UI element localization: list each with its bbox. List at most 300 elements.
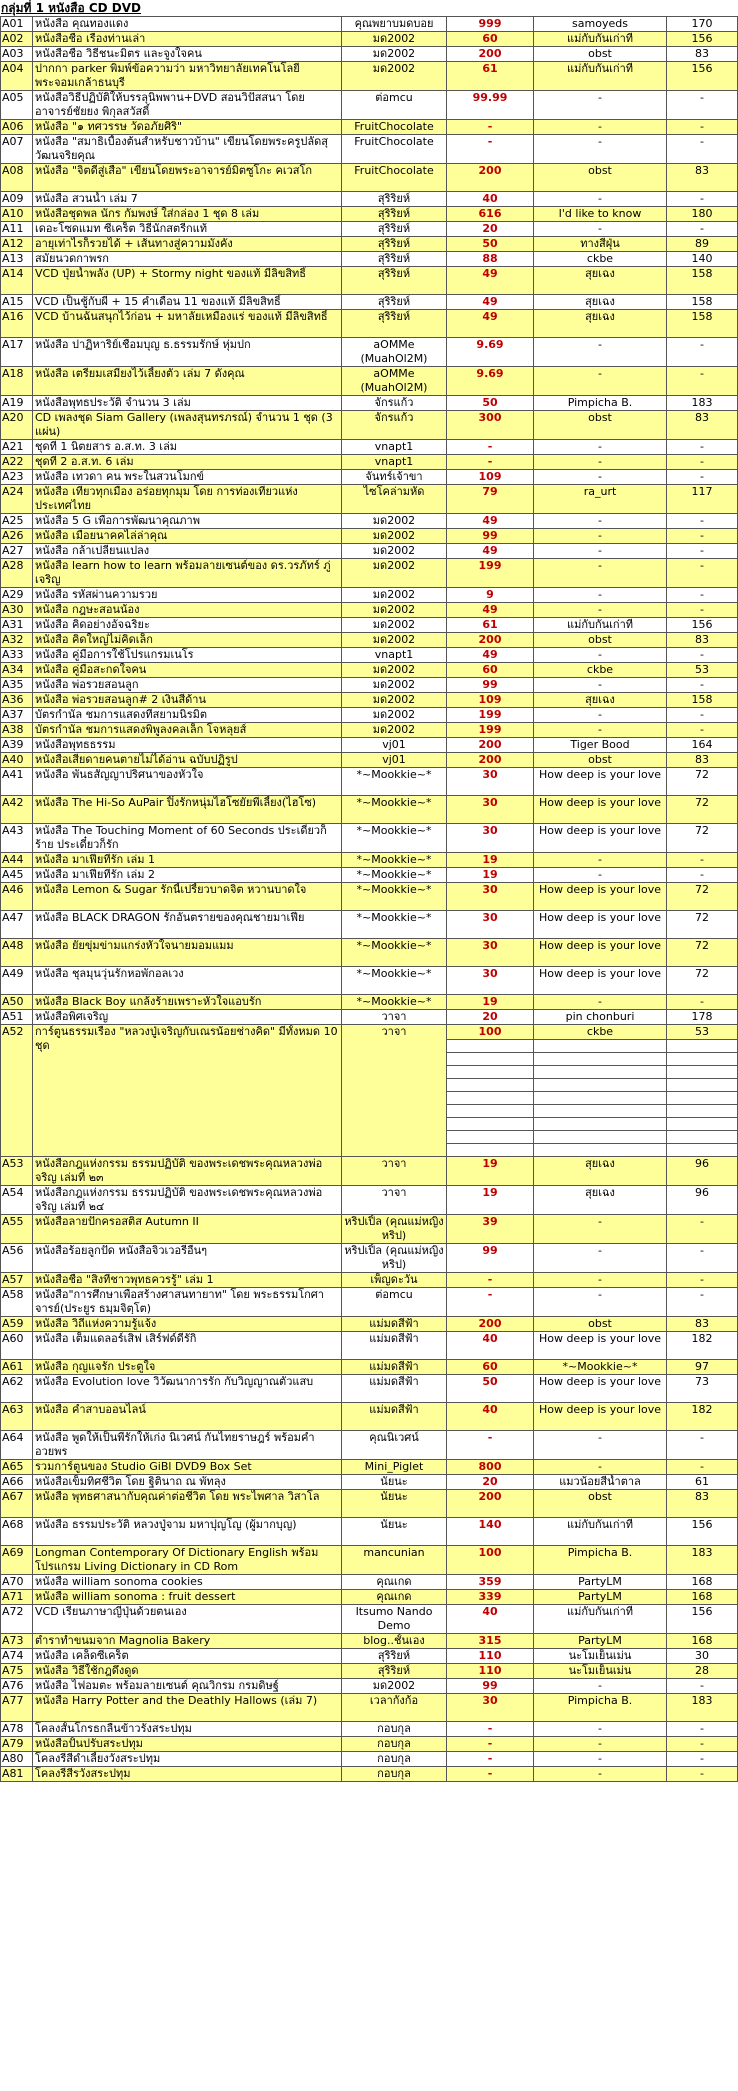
bidder-feedback: 158 — [667, 295, 738, 310]
bidder-feedback: 117 — [667, 485, 738, 514]
bidder-feedback: 97 — [667, 1360, 738, 1375]
seller-name: วาจา — [342, 1025, 447, 1157]
bid-price: 200 — [447, 1317, 534, 1332]
seller-name: เพ็ญดะวัน — [342, 1273, 447, 1288]
bidder-name: - — [534, 1273, 667, 1288]
table-row — [1, 723, 738, 738]
auction-table — [0, 16, 738, 1782]
bidder-feedback: - — [667, 1431, 738, 1460]
table-row — [1, 588, 738, 603]
bid-price: - — [447, 135, 534, 164]
bidder-name: - — [534, 514, 667, 529]
table-row — [1, 252, 738, 267]
bidder-feedback: - — [667, 338, 738, 367]
empty-cell — [447, 1053, 534, 1066]
table-row — [1, 1546, 738, 1575]
bidder-name: Pimpicha B. — [534, 1694, 667, 1722]
item-name: สมัยนวดกาพรก — [33, 252, 342, 267]
bidder-feedback: - — [667, 1722, 738, 1737]
row-id: A58 — [1, 1288, 33, 1317]
bid-price: 49 — [447, 310, 534, 338]
item-name: หนังสือ คู่มือสะกดใจคน — [33, 663, 342, 678]
item-name: หนังสือ คำสาบออนไลน์ — [33, 1403, 342, 1431]
item-name: หนังสือ พ่อรวยสอนลูก# 2 เงินสี่ด้าน — [33, 693, 342, 708]
item-name: หนังสือ เมื่อยนาคคไล่ล่าคุณ — [33, 529, 342, 544]
row-id: A78 — [1, 1722, 33, 1737]
bid-price: 50 — [447, 1375, 534, 1403]
item-name: โคลงรีสีดำเลี้ยงวังสระปทุม — [33, 1752, 342, 1767]
bidder-feedback: 72 — [667, 824, 738, 853]
bidder-name: สุยเฉง — [534, 1157, 667, 1186]
bidder-name: How deep is your love — [534, 1403, 667, 1431]
bid-price: 50 — [447, 396, 534, 411]
row-id: A18 — [1, 367, 33, 396]
row-id: A09 — [1, 192, 33, 207]
seller-name: *~Mookkie~* — [342, 883, 447, 911]
item-name: หนังสือ คิดใหญ่ไม่คิดเล็ก — [33, 633, 342, 648]
table-row — [1, 618, 738, 633]
table-row — [1, 1737, 738, 1752]
table-row — [1, 648, 738, 663]
empty-cell — [667, 1066, 738, 1079]
item-name: เดอะโซดแมท ซีเคร็ต วิธีนักสตรีกแท้ — [33, 222, 342, 237]
bid-price: 19 — [447, 1186, 534, 1215]
seller-name: *~Mookkie~* — [342, 967, 447, 995]
table-row — [1, 1490, 738, 1518]
empty-cell — [534, 1092, 667, 1105]
bidder-feedback: - — [667, 367, 738, 396]
table-row — [1, 678, 738, 693]
item-name: หนังสือพิศเจริญ — [33, 1010, 342, 1025]
bidder-feedback: 83 — [667, 1490, 738, 1518]
table-row — [1, 91, 738, 120]
row-id: A81 — [1, 1767, 33, 1782]
seller-name: FruitChocolate — [342, 135, 447, 164]
bidder-name: pin chonburi — [534, 1010, 667, 1025]
bidder-name: - — [534, 1215, 667, 1244]
bid-price: 110 — [447, 1664, 534, 1679]
bidder-feedback: 96 — [667, 1157, 738, 1186]
table-row — [1, 120, 738, 135]
table-row — [1, 485, 738, 514]
table-row — [1, 1403, 738, 1431]
seller-name: ต่อmcu — [342, 91, 447, 120]
bid-price: - — [447, 1722, 534, 1737]
bid-price: 49 — [447, 295, 534, 310]
bidder-feedback: 83 — [667, 753, 738, 768]
row-id: A74 — [1, 1649, 33, 1664]
bidder-feedback: - — [667, 1273, 738, 1288]
table-row — [1, 1679, 738, 1694]
bidder-feedback: - — [667, 1215, 738, 1244]
bidder-feedback: 170 — [667, 17, 738, 32]
item-name: ชุดที่ 2 อ.ส.ท. 6 เล่ม — [33, 455, 342, 470]
bidder-feedback: 89 — [667, 237, 738, 252]
row-id: A76 — [1, 1679, 33, 1694]
bidder-feedback: 158 — [667, 310, 738, 338]
bidder-feedback: - — [667, 91, 738, 120]
table-row — [1, 911, 738, 939]
table-row — [1, 1767, 738, 1782]
row-id: A57 — [1, 1273, 33, 1288]
table-row — [1, 470, 738, 485]
bidder-name: - — [534, 338, 667, 367]
bid-price: 60 — [447, 32, 534, 47]
seller-name: เวลากังก้อ — [342, 1694, 447, 1722]
item-name: บัตรกำนัล ชมการแสดงพิพูลงคลเล็ก โจหลุยส์ — [33, 723, 342, 738]
item-name: หนังสือกฎแห่งกรรม ธรรมปฏิบัติ ของพระเดชพระคุณหลวงพ่อจริญ เล่มที่ ๒๓ — [33, 1157, 342, 1186]
bidder-name: - — [534, 455, 667, 470]
item-name: หนังสือ เทวดา คน พระในสวนโมกข์ — [33, 470, 342, 485]
seller-name: ต่อmcu — [342, 1288, 447, 1317]
item-name: หนังสือชุดพล นักร กัมพงษ์ ใส่กล่อง 1 ชุด 8 เล่ม — [33, 207, 342, 222]
bidder-name: How deep is your love — [534, 883, 667, 911]
row-id: A38 — [1, 723, 33, 738]
bidder-feedback: - — [667, 588, 738, 603]
item-name: หนังสือ The Hi-So AuPair ปิ๊งรักหนุ่มไฮโซยัยพี่เลี้ยง(ไฮโซ) — [33, 796, 342, 824]
table-row — [1, 603, 738, 618]
seller-name: คุณเกด — [342, 1575, 447, 1590]
bid-price: 19 — [447, 868, 534, 883]
row-id: A17 — [1, 338, 33, 367]
bid-price: 339 — [447, 1590, 534, 1605]
seller-name: มด2002 — [342, 678, 447, 693]
row-id: A33 — [1, 648, 33, 663]
item-name: หนังสือ Harry Potter and the Deathly Hallows (เล่ม 7) — [33, 1694, 342, 1722]
row-id: A39 — [1, 738, 33, 753]
item-name: หนังสือร้อยลูกปัด หนังสือจิวเวอรี่อื่นๆ — [33, 1244, 342, 1273]
table-row — [1, 708, 738, 723]
row-id: A63 — [1, 1403, 33, 1431]
seller-name: กอบกุล — [342, 1722, 447, 1737]
bidder-feedback: 168 — [667, 1634, 738, 1649]
row-id: A55 — [1, 1215, 33, 1244]
bid-price: 200 — [447, 164, 534, 192]
seller-name: vnapt1 — [342, 648, 447, 663]
seller-name: vj01 — [342, 738, 447, 753]
bidder-name: PartyLM — [534, 1575, 667, 1590]
bidder-feedback: - — [667, 514, 738, 529]
item-name: หนังสือ มาเฟียที่รัก เล่ม 1 — [33, 853, 342, 868]
item-name: หนังสือ learn how to learn พร้อมลายเซนต์ของ ดร.วรภัทร์ ภู่เจริญ — [33, 559, 342, 588]
item-name: หนังสือ กฎษะสอนน้อง — [33, 603, 342, 618]
bidder-name: - — [534, 1679, 667, 1694]
seller-name: แม่มดสีฟ้า — [342, 1317, 447, 1332]
bid-price: 40 — [447, 192, 534, 207]
seller-name: วาจา — [342, 1010, 447, 1025]
seller-name: มด2002 — [342, 603, 447, 618]
bidder-feedback: 83 — [667, 411, 738, 440]
empty-cell — [447, 1144, 534, 1157]
row-id: A79 — [1, 1737, 33, 1752]
item-name: หนังสือพุทธประวัติ จำนวน 3 เล่ม — [33, 396, 342, 411]
table-row — [1, 310, 738, 338]
table-row — [1, 135, 738, 164]
bidder-feedback: 182 — [667, 1332, 738, 1360]
bid-price: 60 — [447, 1360, 534, 1375]
bidder-name: *~Mookkie~* — [534, 1360, 667, 1375]
bidder-name: - — [534, 1722, 667, 1737]
row-id: A06 — [1, 120, 33, 135]
row-id: A66 — [1, 1475, 33, 1490]
seller-name: blog..ชั้นเอง — [342, 1634, 447, 1649]
bid-price: 49 — [447, 544, 534, 559]
row-id: A30 — [1, 603, 33, 618]
table-row — [1, 1664, 738, 1679]
bidder-feedback: 72 — [667, 967, 738, 995]
row-id: A08 — [1, 164, 33, 192]
item-name: หนังสือ The Touching Moment of 60 Seconds ประเดี๋ยวก็ร้าย ประเดี๋ยวก็รัก — [33, 824, 342, 853]
bidder-name: แม่กับกันเก่าที่ — [534, 32, 667, 47]
item-name: หนังสือ william sonoma : fruit dessert — [33, 1590, 342, 1605]
seller-name: วาจา — [342, 1157, 447, 1186]
bid-price: - — [447, 1737, 534, 1752]
item-name: หนังสือเข็มทิศชีวิต โดย ฐิตินาถ ณ พัทลุง — [33, 1475, 342, 1490]
row-id: A21 — [1, 440, 33, 455]
table-row — [1, 396, 738, 411]
bidder-name: สุยเฉง — [534, 310, 667, 338]
bid-price: - — [447, 1431, 534, 1460]
bidder-feedback: - — [667, 868, 738, 883]
bidder-name: I'd like to know — [534, 207, 667, 222]
bidder-name: samoyeds — [534, 17, 667, 32]
row-id: A24 — [1, 485, 33, 514]
empty-cell — [534, 1131, 667, 1144]
table-row — [1, 1215, 738, 1244]
row-id: A19 — [1, 396, 33, 411]
row-id: A14 — [1, 267, 33, 295]
table-row — [1, 295, 738, 310]
seller-name: มด2002 — [342, 544, 447, 559]
bidder-feedback: 183 — [667, 1694, 738, 1722]
bidder-feedback: - — [667, 559, 738, 588]
seller-name: แม่มดสีฟ้า — [342, 1360, 447, 1375]
bidder-feedback: 72 — [667, 883, 738, 911]
seller-name: FruitChocolate — [342, 120, 447, 135]
item-name: หนังสือ ชุลมุนวุ่นรักหอพักอลเวง — [33, 967, 342, 995]
bidder-name: - — [534, 222, 667, 237]
item-name: หนังสือพุทธธรรม — [33, 738, 342, 753]
seller-name: มด2002 — [342, 708, 447, 723]
table-row — [1, 693, 738, 708]
table-row — [1, 1244, 738, 1273]
seller-name: มด2002 — [342, 1679, 447, 1694]
seller-name: จันทร์เจ้าขา — [342, 470, 447, 485]
row-id: A35 — [1, 678, 33, 693]
row-id: A10 — [1, 207, 33, 222]
row-id: A59 — [1, 1317, 33, 1332]
seller-name: สุริริยห์ — [342, 237, 447, 252]
bidder-name: - — [534, 708, 667, 723]
bidder-name: - — [534, 1288, 667, 1317]
bid-price: - — [447, 120, 534, 135]
row-id: A20 — [1, 411, 33, 440]
item-name: VCD เป็นชู้กับผี + 15 ค่ำเดือน 11 ของแท้ มีลิขสิทธิ์ — [33, 295, 342, 310]
empty-cell — [667, 1079, 738, 1092]
bid-price: 30 — [447, 768, 534, 796]
bidder-feedback: 53 — [667, 663, 738, 678]
table-row — [1, 32, 738, 47]
seller-name: *~Mookkie~* — [342, 911, 447, 939]
bidder-name: - — [534, 559, 667, 588]
empty-cell — [667, 1118, 738, 1131]
item-name: หนังสือปั้นปรับสระปทุม — [33, 1737, 342, 1752]
empty-cell — [447, 1131, 534, 1144]
bid-price: - — [447, 1752, 534, 1767]
seller-name: กอบกุล — [342, 1752, 447, 1767]
seller-name: มด2002 — [342, 588, 447, 603]
bidder-name: - — [534, 367, 667, 396]
empty-cell — [447, 1105, 534, 1118]
row-id: A48 — [1, 939, 33, 967]
empty-cell — [447, 1118, 534, 1131]
row-id: A54 — [1, 1186, 33, 1215]
bidder-name: ckbe — [534, 252, 667, 267]
seller-name: vnapt1 — [342, 455, 447, 470]
page-title: กลุ่มที่ 1 หนังสือ CD DVD — [1, 1, 141, 15]
bid-price: 800 — [447, 1460, 534, 1475]
item-name: หนังสือลายปักครอสติส Autumn II — [33, 1215, 342, 1244]
seller-name: สุริริยห์ — [342, 295, 447, 310]
table-row — [1, 411, 738, 440]
item-name: หนังสือชื่อ เรื่องท่านเล่า — [33, 32, 342, 47]
empty-cell — [534, 1079, 667, 1092]
bidder-name: - — [534, 588, 667, 603]
item-name: หนังสือ 5 G เพื่อการพัฒนาคุณภาพ — [33, 514, 342, 529]
table-row — [1, 1649, 738, 1664]
seller-name: วาจา — [342, 1186, 447, 1215]
bidder-name: แมวน้อยสีน้ำตาล — [534, 1475, 667, 1490]
seller-name: สุริริยห์ — [342, 222, 447, 237]
bid-price: - — [447, 440, 534, 455]
seller-name: มด2002 — [342, 62, 447, 91]
item-name: หนังสือกฎแห่งกรรม ธรรมปฏิบัติ ของพระเดชพระคุณหลวงพ่อจริญ เล่มที่ ๒๔ — [33, 1186, 342, 1215]
bid-price: - — [447, 1273, 534, 1288]
bidder-feedback: 83 — [667, 164, 738, 192]
row-id: A11 — [1, 222, 33, 237]
bid-price: 200 — [447, 753, 534, 768]
bidder-name: สุยเฉง — [534, 267, 667, 295]
table-row — [1, 1273, 738, 1288]
item-name: อายุเท่าไรก็รวยได้ + เส้นทางสู่ความมั่งคั่ง — [33, 237, 342, 252]
bidder-feedback: 83 — [667, 47, 738, 62]
bidder-name: - — [534, 120, 667, 135]
seller-name: *~Mookkie~* — [342, 853, 447, 868]
table-row — [1, 1431, 738, 1460]
bid-price: 30 — [447, 967, 534, 995]
bidder-feedback: - — [667, 544, 738, 559]
item-name: หนังสือ พูดให้เป็นพี่รักให้เก่ง นิเวศน์ กันไทยราษฎร์ พร้อมคำอวยพร — [33, 1431, 342, 1460]
table-row — [1, 440, 738, 455]
bid-price: 49 — [447, 267, 534, 295]
item-name: หนังสือชื่อ "สิ่งที่ชาวพุทธควรรู้" เล่ม 1 — [33, 1273, 342, 1288]
seller-name: มด2002 — [342, 529, 447, 544]
bid-price: 199 — [447, 559, 534, 588]
item-name: หนังสือ คุณทองแดง — [33, 17, 342, 32]
seller-name: FruitChocolate — [342, 164, 447, 192]
bidder-name: - — [534, 1460, 667, 1475]
seller-name: จักรแก้ว — [342, 411, 447, 440]
bidder-feedback: 156 — [667, 1605, 738, 1634]
item-name: หนังสือเสียดายคนตายไม่ได้อ่าน ฉบับปฏิรูป — [33, 753, 342, 768]
table-row — [1, 1025, 738, 1040]
bidder-feedback: 96 — [667, 1186, 738, 1215]
seller-name: Itsumo Nando Demo — [342, 1605, 447, 1634]
item-name: หนังสือ "๑ ทศวรรษ วัดอภัยศิริ" — [33, 120, 342, 135]
seller-name: *~Mookkie~* — [342, 995, 447, 1010]
seller-name: มด2002 — [342, 723, 447, 738]
bidder-name: นะโมเย็นเม่น — [534, 1664, 667, 1679]
seller-name: aOMMe (MuahOl2M) — [342, 367, 447, 396]
bid-price: 9 — [447, 588, 534, 603]
bidder-name: - — [534, 1737, 667, 1752]
bidder-name: How deep is your love — [534, 967, 667, 995]
bidder-feedback: - — [667, 1752, 738, 1767]
table-row — [1, 47, 738, 62]
bidder-feedback: 72 — [667, 911, 738, 939]
table-row — [1, 1605, 738, 1634]
row-id: A25 — [1, 514, 33, 529]
bid-price: 99 — [447, 678, 534, 693]
bidder-feedback: 156 — [667, 1518, 738, 1546]
row-id: A51 — [1, 1010, 33, 1025]
bidder-feedback: 156 — [667, 618, 738, 633]
bidder-feedback: - — [667, 529, 738, 544]
bid-price: 40 — [447, 1605, 534, 1634]
table-body — [1, 17, 738, 1782]
bidder-name: How deep is your love — [534, 911, 667, 939]
seller-name: สุริริยห์ — [342, 1664, 447, 1679]
empty-cell — [667, 1053, 738, 1066]
bidder-name: Pimpicha B. — [534, 396, 667, 411]
item-name: หนังสือ กุญแจรัก ประตูใจ — [33, 1360, 342, 1375]
row-id: A15 — [1, 295, 33, 310]
row-id: A69 — [1, 1546, 33, 1575]
bidder-name: ทางสีฝุ่น — [534, 237, 667, 252]
bid-price: 616 — [447, 207, 534, 222]
bid-price: 109 — [447, 470, 534, 485]
item-name: หนังสือ ปาฏิหาริย์เชื่อมบุญ ธ.ธรรมรักษ์ หุ่มปก — [33, 338, 342, 367]
item-name: หนังสือ พุทธศาสนากับคุณค่าต่อชีวิต โดย พระไพศาล วิสาโล — [33, 1490, 342, 1518]
bidder-name: How deep is your love — [534, 768, 667, 796]
item-name: โคลงสั้นโกรธกลืนข้าวรังสระปทุม — [33, 1722, 342, 1737]
row-id: A28 — [1, 559, 33, 588]
bid-price: 79 — [447, 485, 534, 514]
bidder-name: ra_urt — [534, 485, 667, 514]
bid-price: 999 — [447, 17, 534, 32]
seller-name: สุริริยห์ — [342, 192, 447, 207]
bid-price: 50 — [447, 237, 534, 252]
item-name: หนังสือ พันธสัญญาปริศนาของหัวใจ — [33, 768, 342, 796]
bidder-name: obst — [534, 47, 667, 62]
table-row — [1, 237, 738, 252]
bid-price: 49 — [447, 514, 534, 529]
empty-cell — [667, 1092, 738, 1105]
bidder-feedback: - — [667, 455, 738, 470]
seller-name: แม่มดสีฟ้า — [342, 1375, 447, 1403]
bid-price: 200 — [447, 1490, 534, 1518]
bidder-feedback: 83 — [667, 1317, 738, 1332]
bidder-name: - — [534, 995, 667, 1010]
bidder-feedback: - — [667, 648, 738, 663]
bidder-feedback: - — [667, 1767, 738, 1782]
bidder-name: - — [534, 91, 667, 120]
item-name: VCD บ้านฉันสนุกไว้ก่อน + มหาลัยเหมืองแร่ ของแท้ มีลิขสิทธิ์ — [33, 310, 342, 338]
table-row — [1, 1288, 738, 1317]
row-id: A52 — [1, 1025, 33, 1157]
empty-cell — [447, 1079, 534, 1092]
bidder-name: ckbe — [534, 663, 667, 678]
